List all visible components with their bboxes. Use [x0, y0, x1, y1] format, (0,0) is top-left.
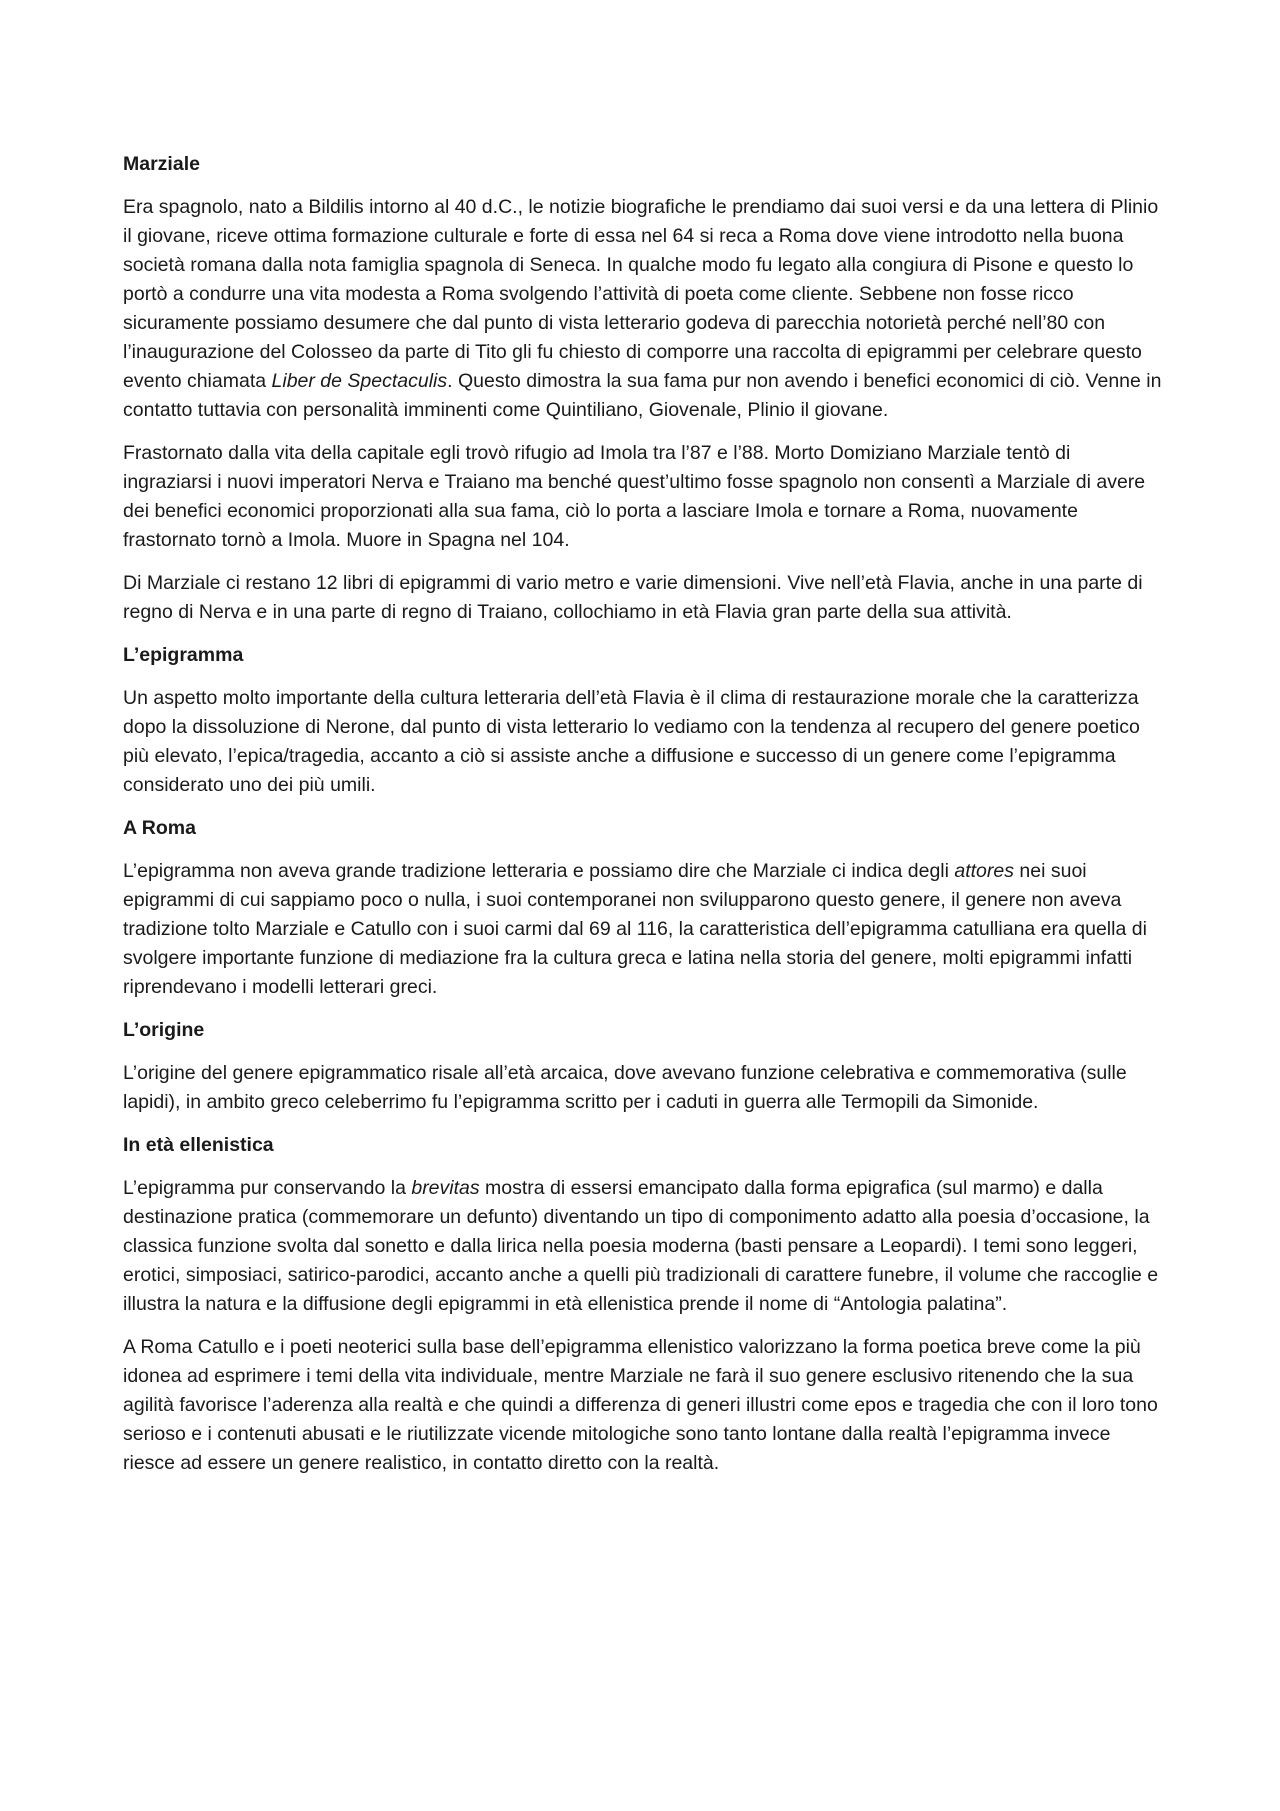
text-run: nei suoi epigrammi di cui sappiamo poco o nulla, i suoi contemporanei non svilupparono questo genere, il genere non aveva tradizione tolto Marziale e Catullo con i suoi carmi dal 69 al 116, la caratteristica dell’epigramma catulliana era quella di svolgere importante funzione di mediazione fra la cultura greca e latina nella storia del genere, molti epigrammi infatti riprendevano i modelli letterari greci.	[123, 860, 1147, 998]
heading-a-roma: A Roma	[123, 817, 196, 839]
italic-title-liber-de-spectaculis: Liber de Spectaculis	[271, 370, 448, 392]
paragraph-epigramma: Un aspetto molto importante della cultura letteraria dell’età Flavia è il clima di restaurazione morale che la caratterizza dopo la dissoluzione di Nerone, dal punto di vista letterario lo vediamo con la tendenza al recupero del genere poetico più elevato, l’epica/tragedia, accanto a ciò si assiste anche a diffusione e successo di un genere come l’epigramma considerato uno dei più umili.	[123, 687, 1140, 796]
paragraph-a-roma	[123, 857, 1163, 1002]
italic-word-brevitas: brevitas	[411, 1177, 480, 1199]
heading-epigramma: L’epigramma	[123, 644, 244, 666]
heading-eta-ellenistica: In età ellenistica	[123, 1134, 274, 1156]
paragraph-origine: L’origine del genere epigrammatico risale all’età arcaica, dove avevano funzione celebrativa e commemorativa (sulle lapidi), in ambito greco celeberrimo fu l’epigramma scritto per i caduti in guerra alle Termopili da Simonide.	[123, 1062, 1127, 1113]
text-run: L’epigramma non aveva grande tradizione letteraria e possiamo dire che Marziale ci indica degli	[123, 860, 955, 882]
text-run: L’epigramma pur conservando la	[123, 1177, 412, 1199]
text-run: mostra di essersi emancipato dalla forma epigrafica (sul marmo) e dalla destinazione pratica (commemorare un defunto) diventando un tipo di componimento adatto alla poesia d’occasione, la classica funzione svolta dal sonetto e dalla lirica nella poesia moderna (basti pensare a Leopardi). I temi sono leggeri, erotici, simposiaci, satirico-parodici, accanto anche a quelli più tradizionali di carattere funebre, il volume che raccoglie e illustra la natura e la diffusione degli epigrammi in età ellenistica prende il nome di “Antologia palatina”.	[123, 1177, 1159, 1315]
paragraph-catullo-marziale: A Roma Catullo e i poeti neoterici sulla base dell’epigramma ellenistico valorizzano la forma poetica breve come la più idonea ad esprimere i temi della vita individuale, mentre Marziale ne farà il suo genere esclusivo ritenendo che la sua agilità favorisce l’aderenza alla realtà e che quindi a differenza di generi illustri come epos e tragedia che con il loro tono serioso e i contenuti abusati e le riutilizzate vicende mitologiche sono tanto lontane dalla realtà l’epigramma invece riesce ad essere un genere realistico, in contatto diretto con la realtà.	[123, 1336, 1158, 1474]
paragraph-marziale-imola: Frastornato dalla vita della capitale egli trovò rifugio ad Imola tra l’87 e l’88. Morto Domiziano Marziale tentò di ingraziarsi i nuovi imperatori Nerva e Traiano ma benché quest’ultimo fosse spagnolo non consentì a Marziale di avere dei benefici economici proporzionati alla sua fama, ciò lo porta a lasciare Imola e tornare a Roma, nuovamente frastornato tornò a Imola. Muore in Spagna nel 104.	[123, 442, 1146, 551]
heading-origine: L’origine	[123, 1019, 205, 1041]
text-run: Era spagnolo, nato a Bildilis intorno al 40 d.C., le notizie biografiche le prendiamo dai suoi versi e da una lettera di Plinio il giovane, riceve ottima formazione culturale e forte di essa nel 64 si reca a Roma dove viene introdotto nella buona società romana dalla nota famiglia spagnola di Seneca. In qualche modo fu legato alla congiura di Pisone e questo lo portò a condurre una vita modesta a Roma svolgendo l’attività di poeta come cliente. Sebbene non fosse ricco sicuramente possiamo desumere che dal punto di vista letterario godeva di parecchia notorietà perché nell’80 con l’inaugurazione del Colosseo da parte di Tito gli fu chiesto di comporre una raccolta di epigrammi per celebrare questo evento chiamata	[123, 196, 1159, 392]
paragraph-eta-ellenistica	[123, 1174, 1163, 1319]
text-run: . Questo dimostra la sua fama pur non avendo i benefici economici di ciò. Venne in contatto tuttavia con personalità imminenti come Quintiliano, Giovenale, Plinio il giovane.	[123, 370, 1162, 421]
italic-word-attores: attores	[954, 860, 1014, 882]
paragraph-marziale-bio	[123, 193, 1163, 425]
paragraph-marziale-opere: Di Marziale ci restano 12 libri di epigrammi di vario metro e varie dimensioni. Vive nell’età Flavia, anche in una parte di regno di Nerva e in una parte di regno di Traiano, collochiamo in età Flavia gran parte della sua attività.	[123, 572, 1143, 623]
heading-marziale: Marziale	[123, 153, 200, 175]
document-page	[123, 150, 1163, 1478]
